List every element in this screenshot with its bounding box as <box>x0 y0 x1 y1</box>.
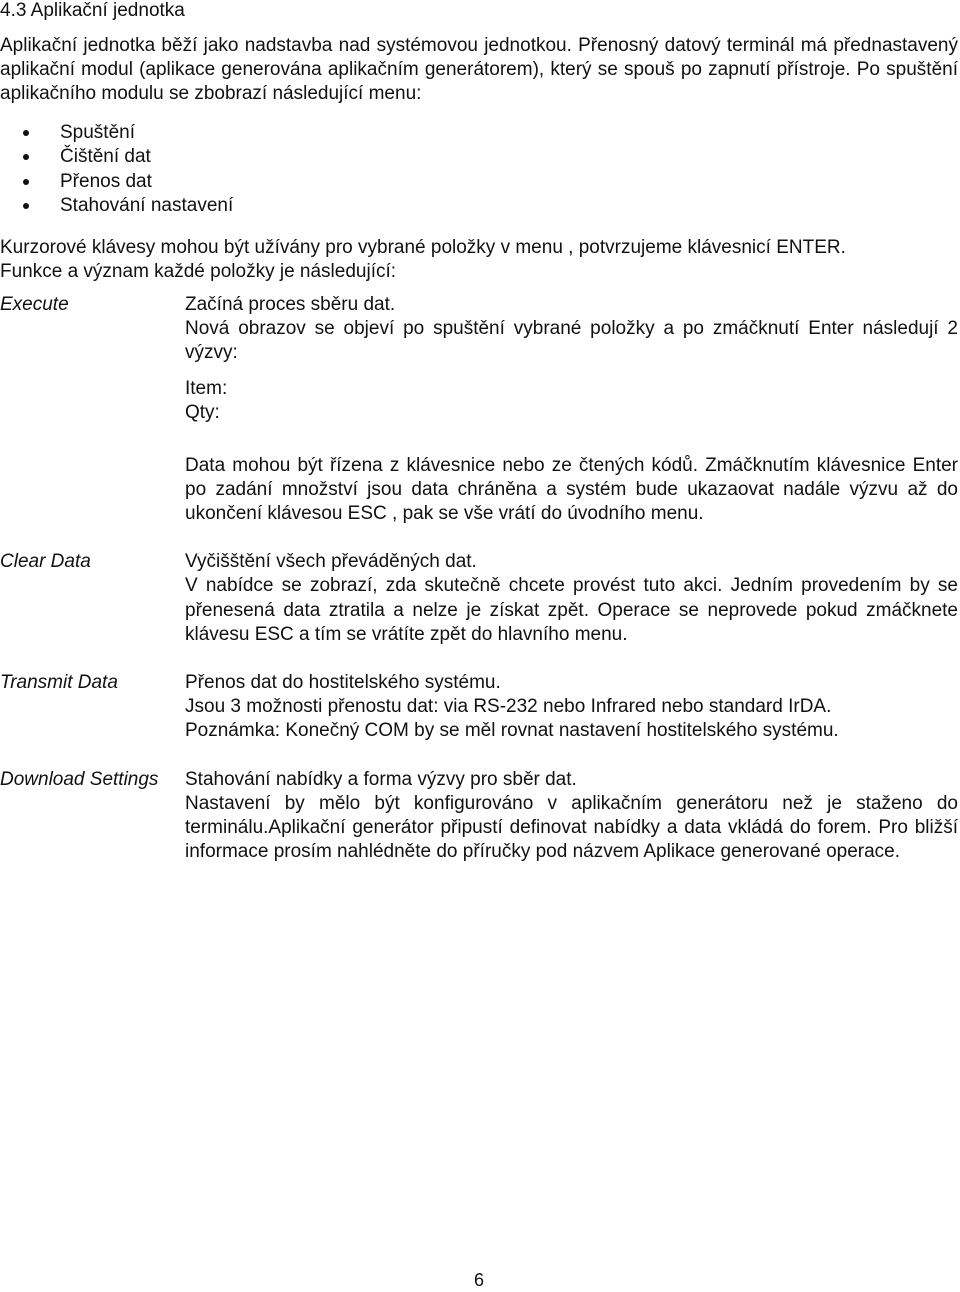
definition-text: Vyčišštění všech převáděných dat. <box>185 551 477 573</box>
bullet-icon <box>23 130 29 136</box>
keys-paragraph <box>0 236 958 284</box>
definition-term: Download Settings <box>0 768 159 790</box>
definition-body <box>185 293 958 526</box>
menu-item-label: Čištění dat <box>60 146 151 168</box>
prompt-item: Item: <box>185 377 228 399</box>
definition-text: Stahování nabídky a forma výzvy pro sběr dat. <box>185 768 577 790</box>
keys-text: Kurzorové klávesy mohou být užívány pro vybrané položky v menu , potvrzujeme klávesnicí ENTER. <box>0 236 846 258</box>
definition-text: Data mohou být řízena z klávesnice nebo ze čtených kódů. Zmáčknutím klávesnice Enter po zadání množství jsou data chráněna a systém bude ukazaovat nadále výzvu až do ukončení klávesou ESC , pak se vše vrátí do úvodního menu. <box>185 454 958 525</box>
definition-body <box>185 768 958 865</box>
definition-text: V nabídce se zobrazí, zda skutečně chcete provést tuto akci. Jedním provedením by se přenesená data ztratila a nelze je získat zpět. Operace se neprovede pokud zmáčknete klávesu ESC a tím se vrátíte zpět do hlavního menu. <box>185 575 958 645</box>
menu-item-prenos-dat <box>0 170 958 195</box>
definition-text: Začíná proces sběru dat. <box>185 294 396 316</box>
definition-body <box>185 550 958 647</box>
bullet-icon <box>23 154 29 160</box>
definition-list <box>0 293 958 864</box>
prompt-list <box>185 377 958 426</box>
definition-term: Clear Data <box>0 551 91 573</box>
menu-item-label: Stahování nastavení <box>60 195 234 217</box>
definition-transmit-data <box>0 671 958 744</box>
menu-item-label: Přenos dat <box>60 170 152 192</box>
definition-text: Poznámka: Konečný COM by se měl rovnat nastavení hostitelského systému. <box>185 720 839 742</box>
definition-term: Execute <box>0 294 69 316</box>
page-number: 6 <box>473 1270 484 1290</box>
bullet-icon <box>23 179 29 185</box>
intro-paragraph: Aplikační jednotka běží jako nadstavba nad systémovou jednotkou. Přenosný datový terminál má přednastavený aplikační modul (aplikace generována aplikačním generátorem), který se spouš po zapnutí přístroje. Po spuštění aplikačního modulu se zbobrazí následující menu: <box>0 35 958 105</box>
menu-item-stahovani-nastaveni <box>0 194 958 219</box>
menu-item-spusteni <box>0 121 958 146</box>
prompt-qty: Qty: <box>185 402 220 424</box>
definition-text: Přenos dat do hostitelského systému. <box>185 672 501 694</box>
definition-clear-data <box>0 550 958 647</box>
definition-text: Jsou 3 možnosti přenostu dat: via RS-232 nebo Infrared nebo standard IrDA. <box>185 696 832 718</box>
functions-text: Funkce a význam každé položky je následující: <box>0 260 397 282</box>
definition-download-settings <box>0 768 958 865</box>
section-heading: 4.3 Aplikační jednotka <box>0 0 185 21</box>
bullet-icon <box>23 203 29 209</box>
definition-text: Nová obrazov se objeví po spuštění vybrané položky a po zmáčknutí Enter následují 2 výzvy: <box>185 318 958 364</box>
menu-item-label: Spuštění <box>60 121 135 143</box>
definition-term: Transmit Data <box>0 672 118 694</box>
menu-item-cisteni-dat <box>0 145 958 170</box>
definition-body <box>185 671 958 744</box>
definition-execute <box>0 293 958 526</box>
definition-text: Nastavení by mělo být konfigurováno v aplikačním generátoru než je staženo do terminálu.Aplikační generátor připustí definovat nabídky a data vkládá do forem. Pro bližší informace prosím nahlédněte do příručky pod názvem Aplikace generované operace. <box>185 792 958 863</box>
menu-list <box>0 121 958 219</box>
